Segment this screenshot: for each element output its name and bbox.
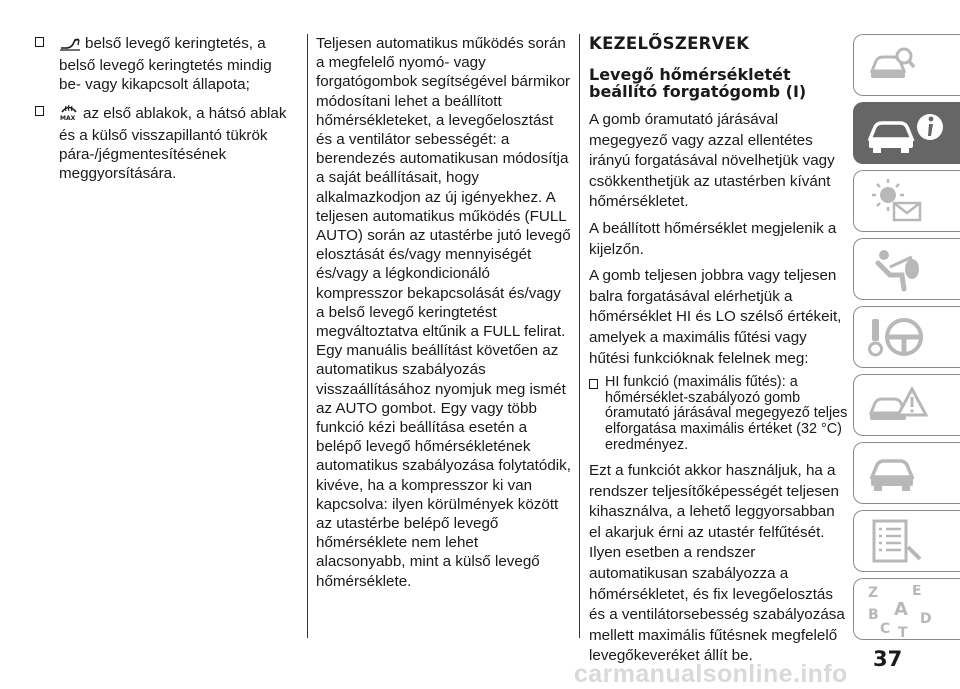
specifications-list-icon: [868, 517, 928, 567]
car-search-icon: [868, 41, 916, 89]
index-letter-e: E: [912, 585, 922, 599]
tab-car-breakdown[interactable]: [853, 374, 960, 436]
tab-car-search[interactable]: [853, 34, 960, 96]
section-title: KEZELŐSZERVEK: [589, 34, 750, 53]
steering-wheel-key-icon: [868, 313, 928, 363]
index-letter-c: C: [880, 621, 891, 637]
recirculation-icon: [59, 37, 81, 56]
tab-airbag-seat[interactable]: [853, 238, 960, 300]
index-letter-z: Z: [868, 585, 879, 601]
car-info-icon: [868, 109, 948, 157]
full-auto-paragraph: Teljesen automatikus működés során a megfelelő nyomó- vagy forgatógombok segítségével bármikor módosítani lehet a beállított hőmérsékleteket, a levegőelosztást és a ventilátor sebességét: a berendezés automatikusan módosítja a saját beállításait, hogy alkalmazkodjon az új igényekhez. A teljesen automatikus működés (FULL AUTO) során az utastérbe jutó levegő elosztását és/vagy mennyiségét és/vagy a légkondicionáló kompresszor bekapcsolását és/vagy a belső levegő keringtetést megváltoztatva eltűnik a FULL felirat. Egy manuális beállítást követően az automatikus szabályozás visszaállításához nyomjuk meg ismét az AUTO gombot. Egy vagy több funkció kézi beállítása esetén a belépő levegő hőmérsékletének automatikus szabályozása folytatódik, kivéve, ha a kompresszor ki van kapcsolva: ilyen körülmények között az utastérbe belépő levegő hőmérséklete nem lehet alacsonyabb, mint a külső levegő hőmérséklete.: [316, 35, 571, 590]
bullet-recirculation-text: belső levegő keringtetés, a belső levegő keringtetés mindig be- vagy kikapcsolt állapota;: [59, 35, 272, 94]
paragraph-3: A gomb teljesen jobbra vagy teljesen balra forgatásával elérhetjük a hőmérséklet HI és LO szélső értékeit, amelyek a maximális fűtési vagy hűtési funkcióknak felelnek meg:: [589, 267, 842, 367]
bullet-max-defrost-text: az első ablakok, a hátsó ablak és a külső visszapillantó tükrök pára-/jégmentesítésének meggyorsítására.: [59, 104, 287, 183]
checkbox-bullet: [35, 106, 44, 116]
subsection-title-line-2: beállító forgatógomb (I): [589, 82, 807, 101]
subsection-title-line-1: Levegő hőmérsékletét: [589, 65, 791, 84]
paragraph-2: A beállított hőmérséklet megjelenik a kijelzőn.: [589, 219, 837, 258]
tab-car-info[interactable]: [853, 102, 960, 164]
paragraph-1: A gomb óramutató járásával megegyező vagy azzal ellentétes irányú forgatásával növelhetjük vagy csökkenthetjük az utastérben kívánt hőmérsékletet.: [589, 111, 835, 211]
watermark: carmanualsonline.info: [574, 660, 848, 688]
column-1: [35, 34, 297, 191]
subsection-title: [589, 66, 849, 100]
tab-index[interactable]: [853, 578, 960, 640]
index-letters-icon: [868, 585, 948, 641]
warning-lights-icon: [868, 177, 928, 227]
column-2: [316, 34, 571, 599]
tab-car-service[interactable]: [853, 442, 960, 504]
index-letter-t: T: [898, 625, 908, 641]
page-number: 37: [873, 647, 903, 671]
bullet-hi-function: [589, 375, 849, 453]
tab-specifications-list[interactable]: [853, 510, 960, 572]
index-letter-a: A: [894, 599, 908, 620]
index-letter-b: B: [868, 607, 879, 623]
airbag-seat-icon: [868, 245, 928, 295]
car-breakdown-icon: [868, 381, 928, 431]
bullet-recirculation: [35, 34, 297, 95]
tab-steering-wheel-key[interactable]: [853, 306, 960, 368]
car-service-icon: [868, 449, 928, 499]
tab-warning-lights[interactable]: [853, 170, 960, 232]
max-label: MAX: [60, 114, 76, 121]
column-divider: [579, 34, 580, 638]
paragraph-4: Ezt a funkciót akkor használjuk, ha a rendszer teljesítőképességét teljesen kihasználva, a lehető leggyorsabban el akarjuk érni az utastér felfűtését. Ilyen esetben a rendszer automatikusan szabályozza a hőmérsékletet, és fix levegőelosztás és a ventilátorsebesség szabályozása mellett maximális fűtésnek megfelelő levegőkeveréket állít be.: [589, 462, 845, 665]
column-3: [589, 34, 849, 673]
bullet-hi-function-text: HI funkció (maximális fűtés): a hőmérséklet-szabályozó gomb óramutató járásával megegyező teljes elforgatása maximális értéket (32 °C) eredményez.: [605, 374, 848, 453]
index-letter-d: D: [920, 611, 932, 627]
checkbox-bullet: [35, 37, 44, 47]
column-divider: [307, 34, 308, 638]
bullet-max-defrost: [35, 103, 297, 184]
max-defrost-icon: [59, 103, 79, 126]
checkbox-bullet: [589, 379, 598, 389]
